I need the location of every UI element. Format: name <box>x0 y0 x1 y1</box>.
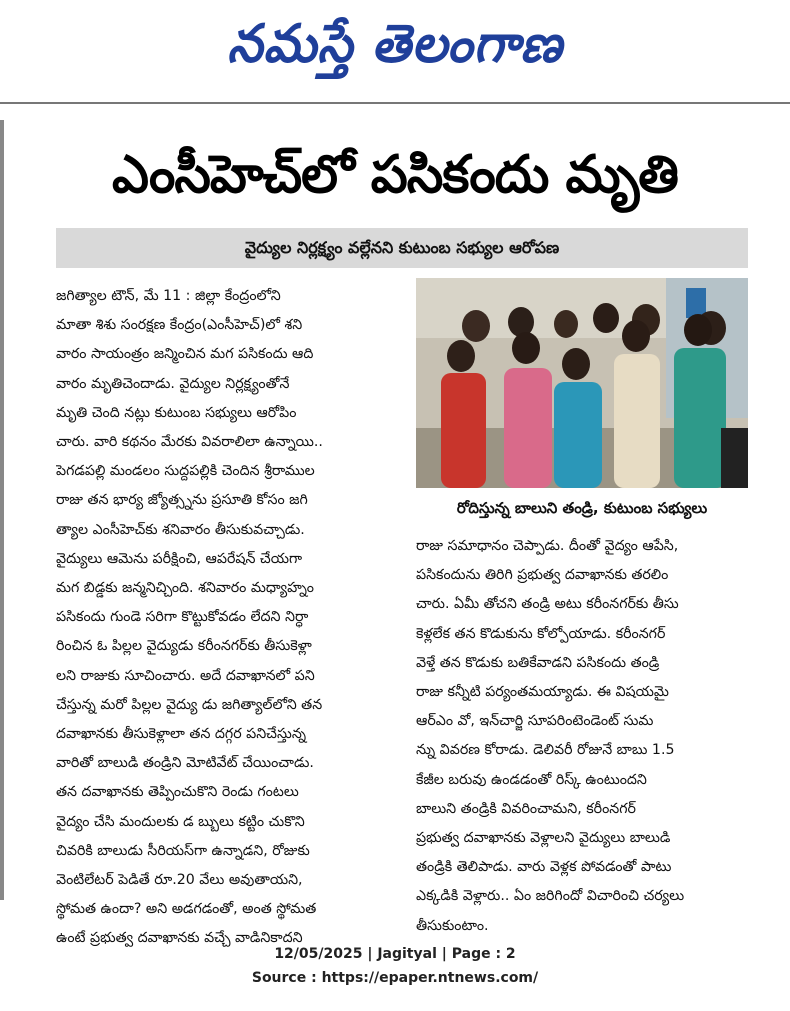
article-text-line: ప్రభుత్వ దవాఖానకు వెళ్లాలని వైద్యులు బాలుడి <box>416 830 671 847</box>
article-text-line: బాలుని తండ్రికి వివరించామని, కరీంనగర్ <box>416 800 636 817</box>
article-text-line: న్ను వివరణ కోరాడు. డెలివరీ రోజునే బాబు 1.5 <box>416 742 675 759</box>
article-text-line: వైద్యులు ఆమెను పరీక్షించి, ఆపరేషన్ చేయగా <box>56 550 303 567</box>
article-text-line: ఎక్కడికి వెళ్లారు.. ఏం జరిగిందో విచారించి చర్యలు <box>416 888 685 905</box>
article-text-line: వెంటిలేటర్ పెడితే రూ.20 వేలు అవుతాయని, <box>56 872 303 889</box>
article-text-line: పసికందును తిరిగి ప్రభుత్వ దవాఖానకు తరలిం <box>416 567 669 584</box>
article-text-line: రాజు సమాధానం చెప్పాడు. దీంతో వైద్యం ఆపేసి, <box>416 538 679 554</box>
article-text-line: వారితో బాలుడి తండ్రిని మోటివేట్ చేయించాడు. <box>56 755 314 772</box>
article-text-line: దవాఖానకు తీసుకెళ్లాలా తన దగ్గర పనిచేస్తున్న <box>56 726 306 743</box>
edition-info: 12/05/2025 | Jagityal | Page : 2 <box>274 946 516 962</box>
article-headline: ఎంసీహెచ్‌లో పసికందు మృతి <box>112 145 678 205</box>
article-text-line: తన దవాఖానకు తెప్పించుకొని రెండు గంటలు <box>56 784 299 801</box>
article-text-line: కేజీల బరువు ఉండడంతో రిస్క్ ఉంటుందని <box>416 771 647 788</box>
article-text-line: మృతి చెంది నట్లు కుటుంబ సభ్యులు ఆరోపిం <box>56 404 297 421</box>
article-text-line: ఉంటే ప్రభుత్వ దవాఖానకు వచ్చే వాడినికాదని <box>56 930 303 947</box>
article-text-line: వైద్యం చేసి మందులకు డ బ్బులు కట్టిం చుకొని <box>56 813 305 830</box>
article-text-line: మగ బిడ్డకు జన్మనిచ్చింది. శనివారం మధ్యాహ్నం <box>56 580 314 597</box>
article-text-line: వారం సాయంత్రం జన్మించిన మగ పసికందు ఆది <box>56 346 314 363</box>
article-text-line: జగిత్యాల టౌన్, మే 11 : జిల్లా కేంద్రంలోని <box>56 288 281 304</box>
masthead <box>0 0 790 100</box>
article-text-line: పసికందు గుండె సరిగా కొట్టుకోవడం లేదని నిర్ధా <box>56 609 309 626</box>
article-body-right-column <box>416 532 748 941</box>
masthead-rule <box>0 102 790 104</box>
news-photo <box>416 278 748 488</box>
article-text-line: వారం మృతిచెందాడు. వైద్యుల నిర్లక్ష్యంతోనే <box>56 375 290 392</box>
article-body-left-column <box>56 282 396 954</box>
article-text-line: కెళ్లలేక తన కొడుకును కోల్పోయాడు. కరీంనగర్ <box>416 625 666 642</box>
article-text-line: లని రాజుకు సూచించారు. అదే దవాఖానలో పని <box>56 667 315 684</box>
article-text-line: చివరికి బాలుడు సీరియస్‌గా ఉన్నాడని, రోజుకు <box>56 842 310 859</box>
article-text-line: పెగడపల్లి మండలం సుద్దపల్లికి చెందిన శ్రీరాముల <box>56 463 315 480</box>
article-text-line: చారు. వారి కథనం మేరకు వివరాలిలా ఉన్నాయి.. <box>56 434 323 451</box>
article-text-line: ఆర్ఎం వో, ఇన్‌చార్జి సూపరింటెండెంట్ సుమ <box>416 713 654 730</box>
crowd-photo-illustration <box>416 278 748 488</box>
source-link[interactable]: Source : https://epaper.ntnews.com/ <box>251 970 539 986</box>
article-text-line: రాజు కన్నీటి పర్యంతమయ్యాడు. ఈ విషయమై <box>416 684 669 701</box>
photo-caption: రోదిస్తున్న బాలుని తండ్రి, కుటుంబ సభ్యులు <box>456 499 708 517</box>
article-text-line: త్యాల ఎంసీహెచ్‌కు శనివారం తీసుకువచ్చాడు. <box>56 521 305 538</box>
article-text-line: తండ్రికి తెలిపాడు. వారు వెళ్లక పోవడంతో పాటు <box>416 859 672 876</box>
article-text-line: చారు. ఏమీ తోచని తండ్రి అటు కరీంనగర్‌కు తీసు <box>416 596 679 613</box>
article-text-line: వెళ్తే తన కొడుకు బతికేవాడని పసికందు తండ్రి <box>416 654 660 671</box>
article-text-line: రించిన ఓ పిల్లల వైద్యుడు కరీంనగర్‌కు తీసుకెళ్లా <box>56 638 312 655</box>
article-text-line: మాతా శిశు సంరక్షణ కేంద్రం(ఎంసీహెచ్)లో శని <box>56 317 303 334</box>
left-margin-bar <box>0 120 4 900</box>
article-text-line: తీసుకుంటాం. <box>416 917 489 934</box>
article-text-line: స్థోమత ఉందా? అని అడగడంతో, అంత స్థోమత <box>56 901 317 918</box>
article-text-line: చేస్తున్న మరో పిల్లల వైద్యు డు జగిత్యాల్‌లోని తన <box>56 696 323 713</box>
article-text-line: రాజు తన భార్య జ్యోత్స్నను ప్రసూతి కోసం జగి <box>56 492 308 509</box>
newspaper-logo: నమస్తే తెలంగాణ <box>227 12 563 74</box>
article-subheadline: వైద్యుల నిర్లక్ష్యం వల్లేనని కుటుంబ సభ్యుల ఆరోపణ <box>56 228 748 268</box>
